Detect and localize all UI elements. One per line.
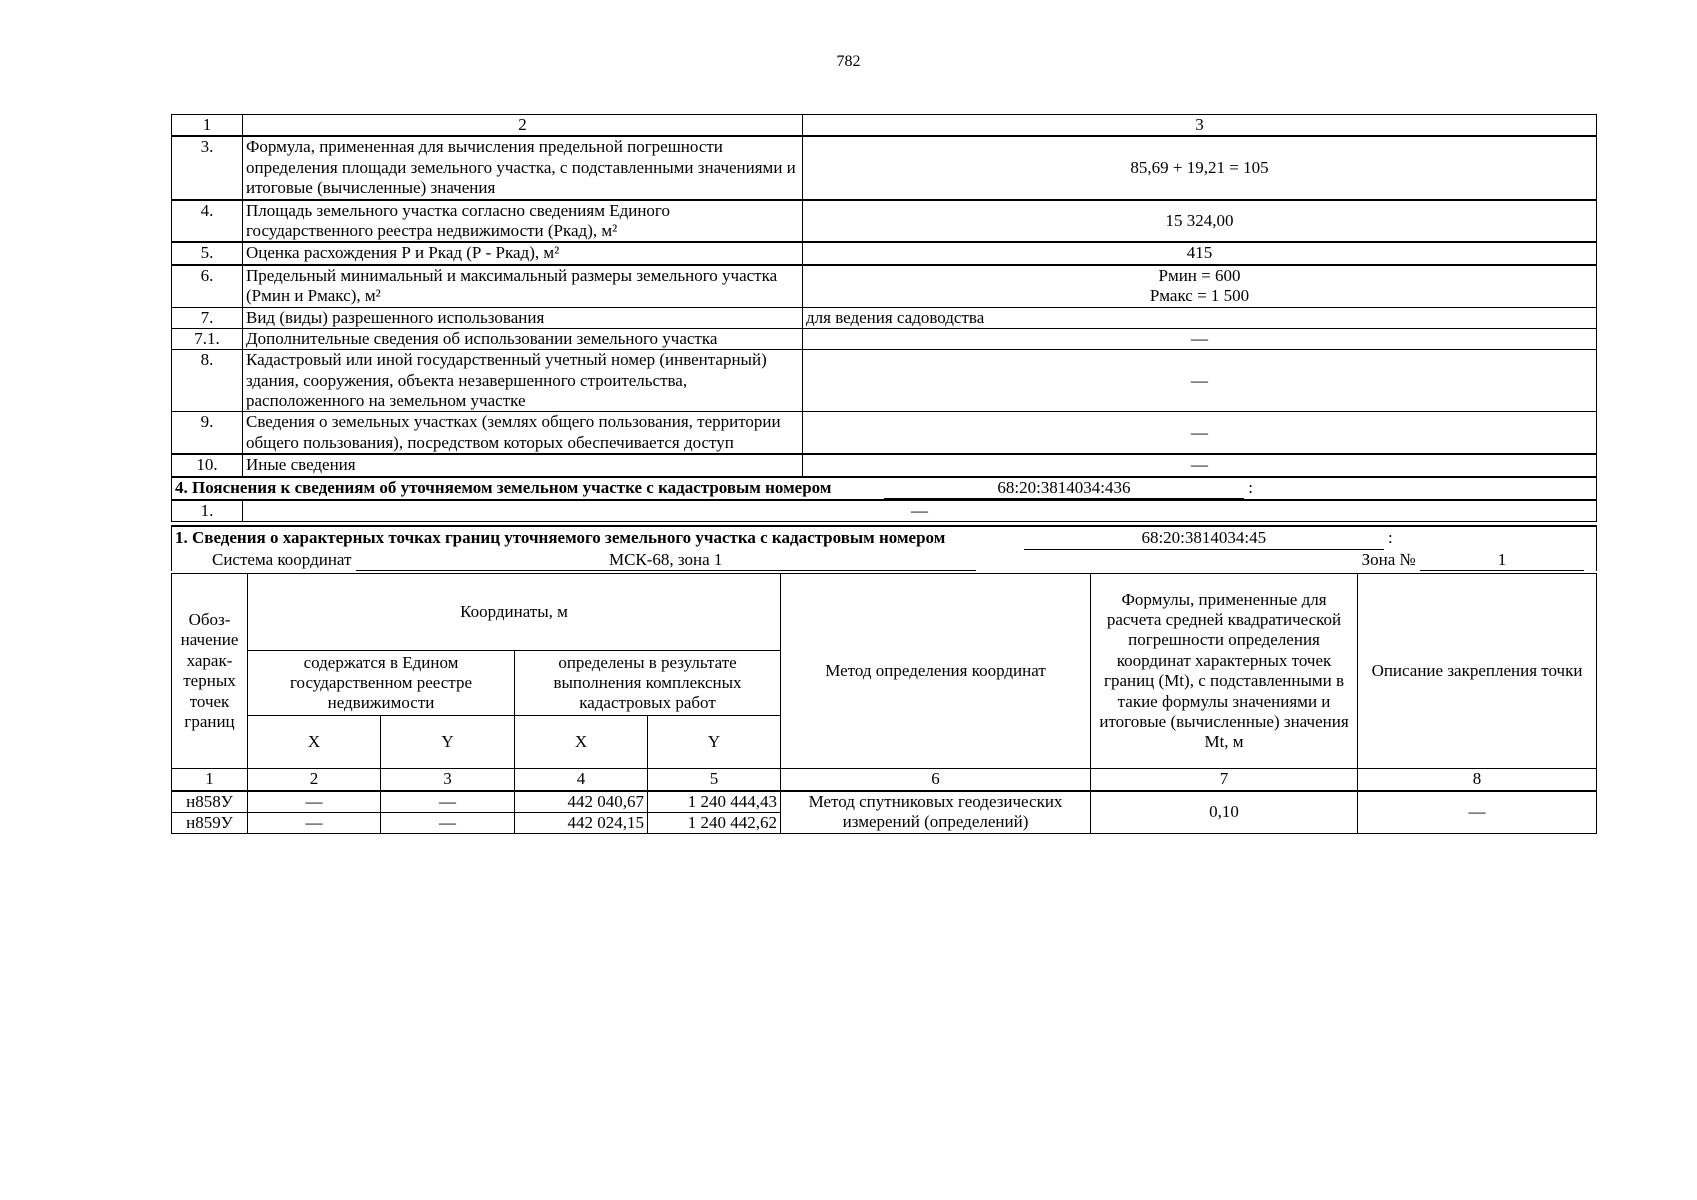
y-coordinate: 1 240 442,62 xyxy=(648,812,781,833)
table-row xyxy=(172,454,1597,476)
row-number: 5. xyxy=(172,242,243,264)
point-name: н859У xyxy=(172,812,248,833)
header-formula: Формулы, примененные для расчета средней квадратической погрешности определения координат характерных точек границ (Mt), с подставленными в такие формулы значениями и итоговые (вычисленные) значения Mt, м xyxy=(1091,574,1358,769)
coord-system-value: МСК-68, зона 1 xyxy=(356,550,976,571)
y-coordinate: 1 240 444,43 xyxy=(648,791,781,813)
y-egrn: — xyxy=(381,812,515,833)
header-egrn: содержатся в Едином государственном реестре недвижимости xyxy=(248,651,515,716)
y-egrn: — xyxy=(381,791,515,813)
x-coordinate: 442 024,15 xyxy=(515,812,648,833)
row-number: 4. xyxy=(172,200,243,243)
header-y-result: Y xyxy=(648,716,781,769)
row-value: — xyxy=(243,500,1597,522)
fixation-value: — xyxy=(1358,791,1597,834)
table-row xyxy=(172,242,1597,264)
document-body xyxy=(171,114,1597,834)
row-value: 415 xyxy=(803,242,1597,264)
row-value: — xyxy=(803,350,1597,412)
table-row xyxy=(172,412,1597,454)
section4-colon: : xyxy=(1248,477,1253,497)
table-row xyxy=(172,500,1597,522)
row-value: 85,69 + 19,21 = 105 xyxy=(803,136,1597,199)
area-min: Рмин = 600 xyxy=(1158,265,1241,285)
row-value: для ведения садоводства xyxy=(803,307,1597,328)
row-label: Формула, примененная для вычисления предельной погрешности определения площади земельного участка, с подставленными значениями и итоговые (вычисленные) значения xyxy=(243,136,803,199)
boundary-points-table xyxy=(171,573,1597,834)
table-row xyxy=(172,350,1597,412)
header-fixation: Описание закрепления точки xyxy=(1358,574,1597,769)
col-number: 3 xyxy=(381,769,515,791)
col-number: 6 xyxy=(781,769,1091,791)
col-number: 4 xyxy=(515,769,648,791)
row-number: 9. xyxy=(172,412,243,454)
section4-header-row xyxy=(172,477,1597,500)
coord-system-label: Система координат xyxy=(212,549,352,569)
row-label: Предельный минимальный и максимальный размеры земельного участка (Рмин и Рмакс), м² xyxy=(243,265,803,307)
section1-header xyxy=(171,525,1597,571)
row-value xyxy=(803,265,1597,307)
col-header-1: 1 xyxy=(172,115,243,137)
header-y-egrn: Y xyxy=(381,716,515,769)
table-row xyxy=(172,307,1597,328)
section1-title: 1. Сведения о характерных точках границ уточняемого земельного участка с кадастровым номером xyxy=(175,528,946,548)
area-max: Рмакс = 1 500 xyxy=(1149,286,1250,306)
row-number: 7. xyxy=(172,307,243,328)
mt-value: 0,10 xyxy=(1091,791,1358,834)
col-number: 8 xyxy=(1358,769,1597,791)
table-header-row xyxy=(172,115,1597,137)
header-x-result: X xyxy=(515,716,648,769)
page-number: 782 xyxy=(836,53,861,70)
header-designation: Обоз-начение харак-терных точек границ xyxy=(172,574,248,769)
table-row xyxy=(172,791,1597,813)
row-number: 3. xyxy=(172,136,243,199)
table-row xyxy=(172,136,1597,199)
zone-value: 1 xyxy=(1420,550,1584,571)
section1-colon: : xyxy=(1388,528,1393,548)
section4-title: 4. Пояснения к сведениям об уточняемом земельном участке с кадастровым номером xyxy=(175,477,832,497)
table-row xyxy=(172,328,1597,349)
zone-label: Зона № xyxy=(1361,549,1416,569)
col-number: 1 xyxy=(172,769,248,791)
parcel-info-table xyxy=(171,114,1597,522)
table-row xyxy=(172,265,1597,307)
x-egrn: — xyxy=(248,812,381,833)
row-value: — xyxy=(803,454,1597,476)
header-x-egrn: X xyxy=(248,716,381,769)
row-label: Площадь земельного участка согласно сведениям Единого государственного реестра недвижимости (Ркад), м² xyxy=(243,200,803,243)
section1-cadastral-number: 68:20:3814034:45 xyxy=(1024,528,1384,549)
col-number: 2 xyxy=(248,769,381,791)
row-number: 6. xyxy=(172,265,243,307)
row-number: 8. xyxy=(172,350,243,412)
table-row xyxy=(172,200,1597,243)
row-number: 10. xyxy=(172,454,243,476)
col-number: 5 xyxy=(648,769,781,791)
row-number: 1. xyxy=(172,500,243,522)
col-header-2: 2 xyxy=(243,115,803,137)
section4-cadastral-number: 68:20:3814034:436 xyxy=(884,478,1244,499)
col-header-3: 3 xyxy=(803,115,1597,137)
method-value: Метод спутниковых геодезических измерений (определений) xyxy=(781,791,1091,834)
point-name: н858У xyxy=(172,791,248,813)
row-label: Вид (виды) разрешенного использования xyxy=(243,307,803,328)
header-result: определены в результате выполнения комплексных кадастровых работ xyxy=(515,651,781,716)
header-coordinates: Координаты, м xyxy=(248,574,781,651)
row-label: Дополнительные сведения об использовании земельного участка xyxy=(243,328,803,349)
row-value: — xyxy=(803,328,1597,349)
row-label: Иные сведения xyxy=(243,454,803,476)
row-value: — xyxy=(803,412,1597,454)
row-value: 15 324,00 xyxy=(803,200,1597,243)
header-method: Метод определения координат xyxy=(781,574,1091,769)
row-label: Кадастровый или иной государственный учетный номер (инвентарный) здания, сооружения, объекта незавершенного строительства, расположенного на земельном участке xyxy=(243,350,803,412)
row-label: Оценка расхождения Р и Ркад (Р - Ркад), м² xyxy=(243,242,803,264)
row-label: Сведения о земельных участках (землях общего пользования, территории общего пользования), посредством которых обеспечивается доступ xyxy=(243,412,803,454)
col-number: 7 xyxy=(1091,769,1358,791)
column-numbers-row xyxy=(172,769,1597,791)
row-number: 7.1. xyxy=(172,328,243,349)
x-egrn: — xyxy=(248,791,381,813)
x-coordinate: 442 040,67 xyxy=(515,791,648,813)
